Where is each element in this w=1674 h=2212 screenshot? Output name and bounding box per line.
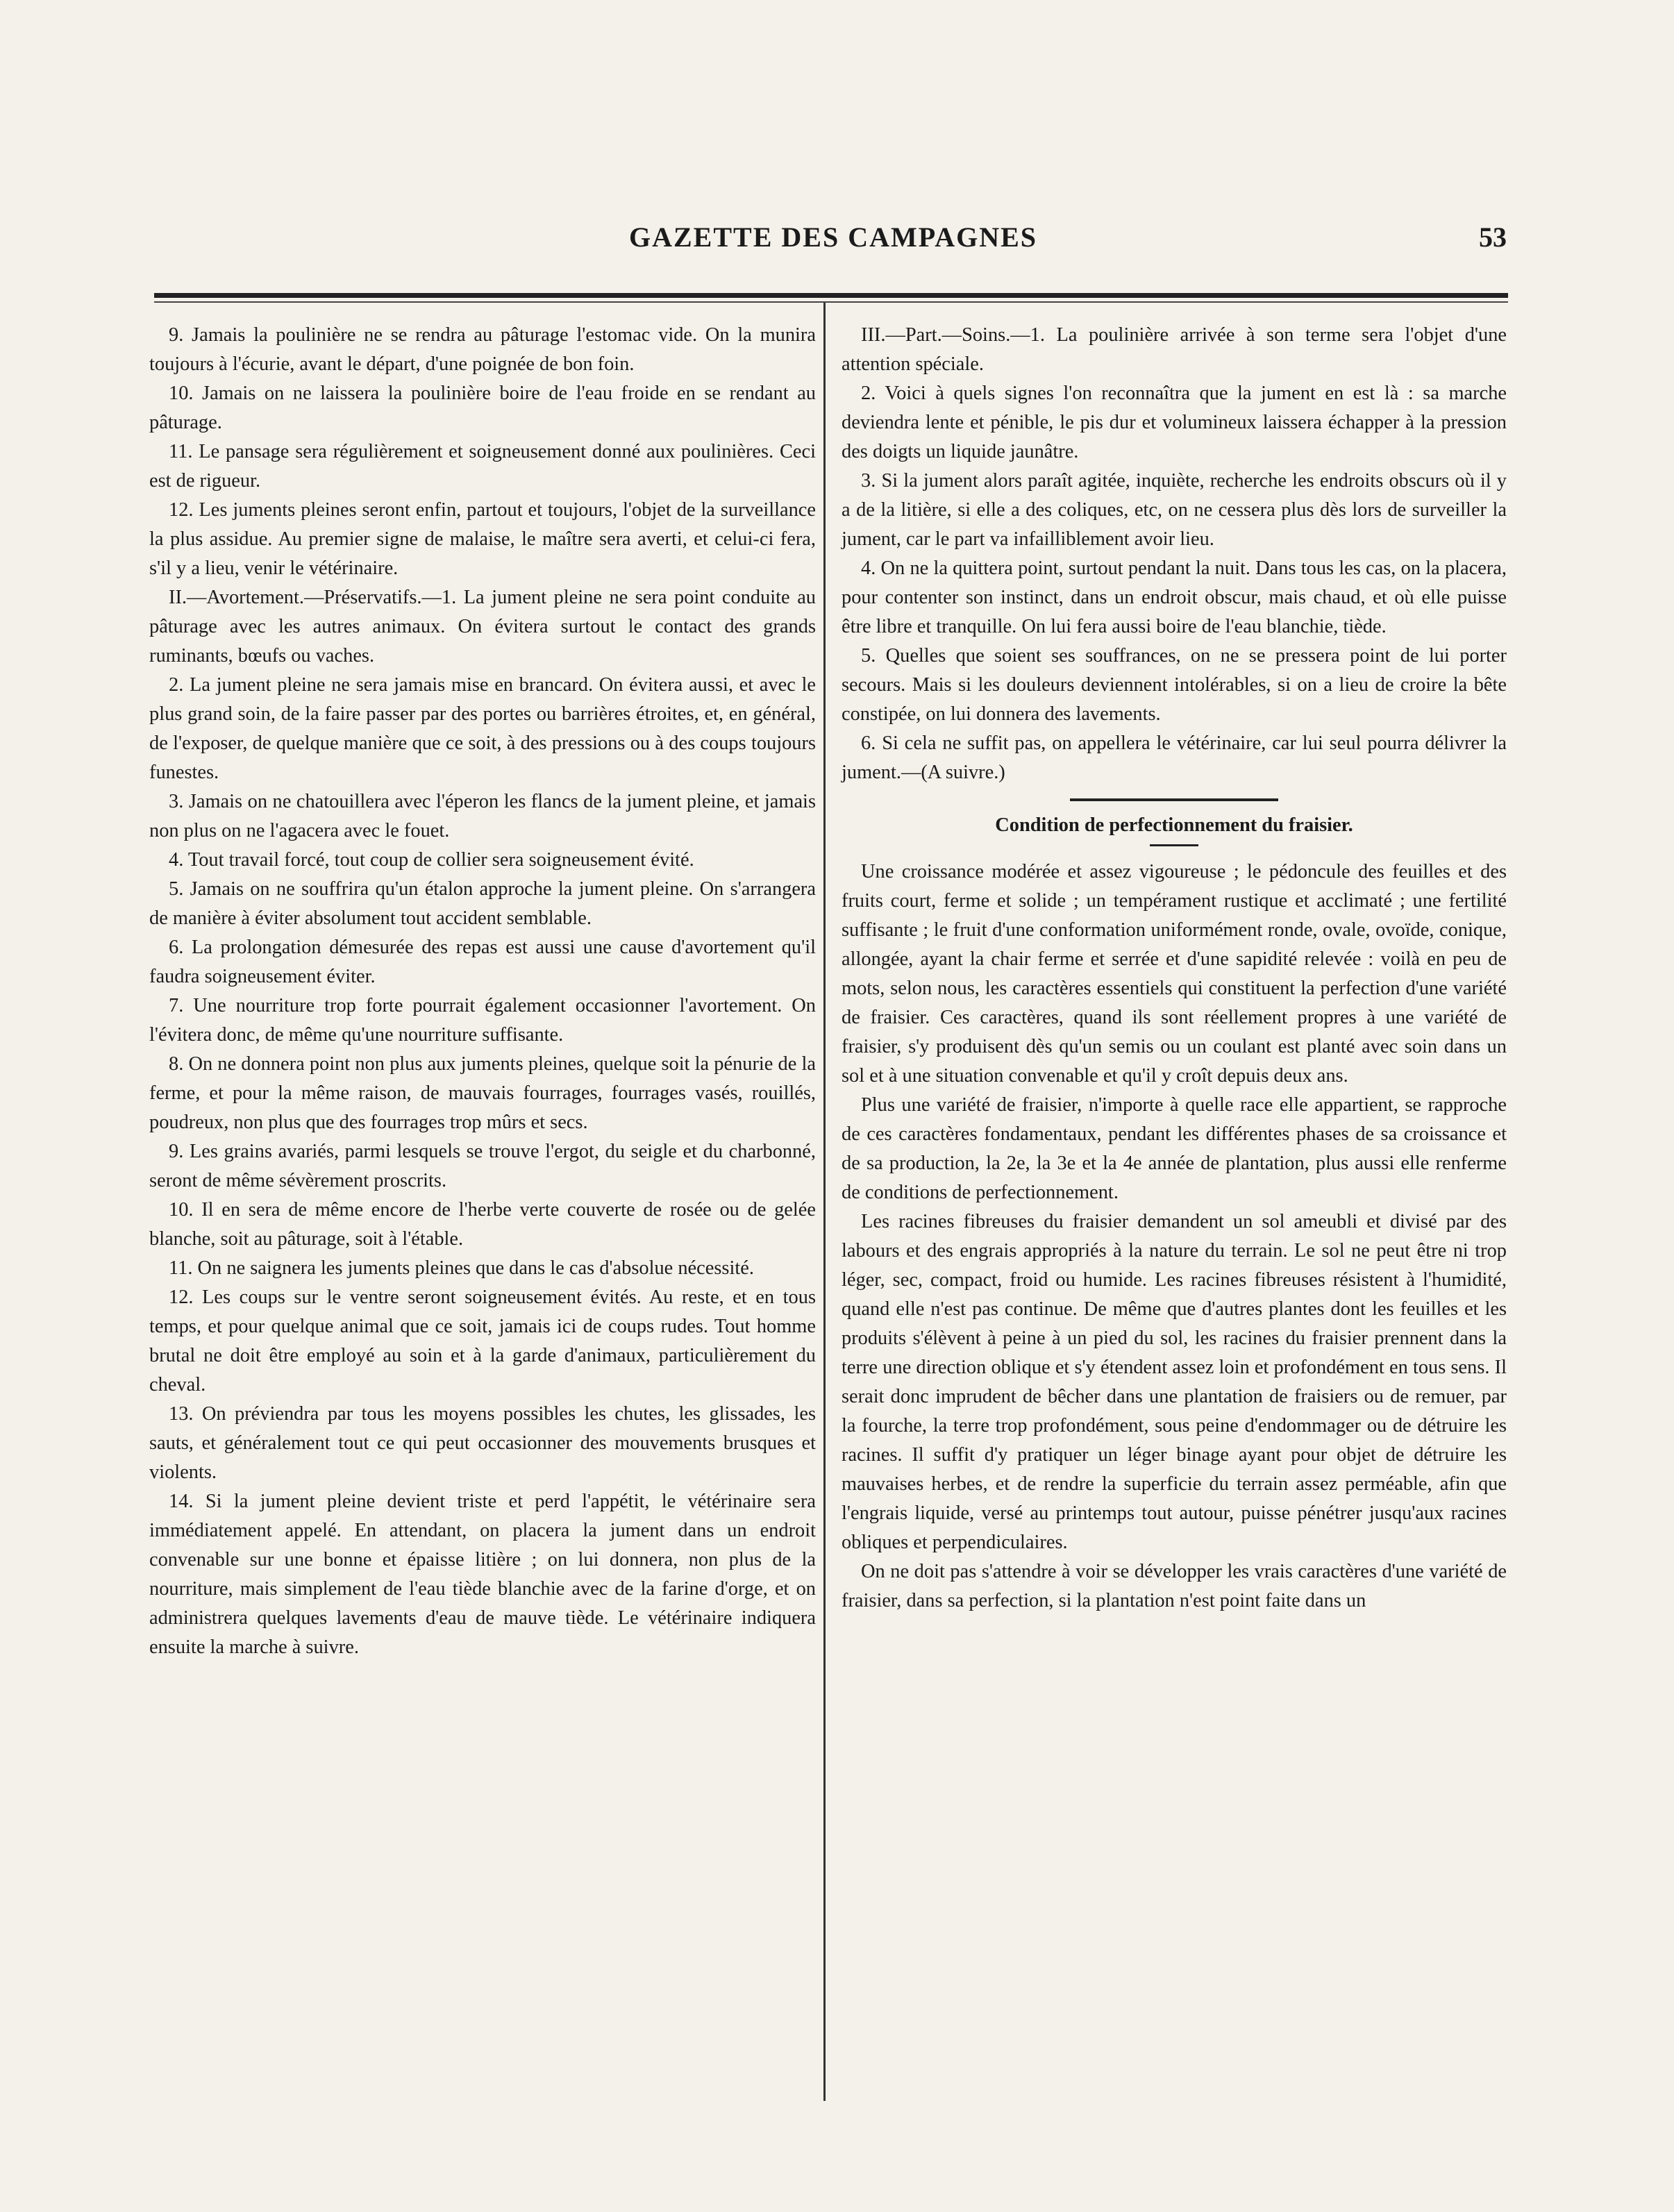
paragraph: 8. On ne donnera point non plus aux juments pleines, quelque soit la pénurie de la ferme, et pour la même raison, de mauvais fourrages, fourrages vasés, rouillés, poudreux, non plus que des fourrages trop mûrs et secs. (149, 1053, 816, 1133)
paragraph: On ne doit pas s'attendre à voir se développer les vrais caractères d'une variété de fraisier, dans sa perfection, si la plantation n'est point faite dans un (842, 1561, 1507, 1611)
paragraph: 5. Quelles que soient ses souffrances, on ne se pressera point de lui porter secours. Mais si les douleurs deviennent intolérables, si on a lieu de croire la bête constipée, on lui donnera des lavements. (842, 645, 1507, 725)
paragraph: 3. Jamais on ne chatouillera avec l'éperon les flancs de la jument pleine, et jamais non plus on ne l'agacera avec le fouet. (149, 791, 816, 841)
paragraph: 7. Une nourriture trop forte pourrait également occasionner l'avortement. On l'évitera donc, de même qu'une nourriture suffisante. (149, 995, 816, 1046)
paragraph: 4. Tout travail forcé, tout coup de collier sera soigneusement évité. (169, 849, 694, 871)
paragraph: Une croissance modérée et assez vigoureuse ; le pédoncule des feuilles et des fruits court, ferme et solide ; un tempérament rustique et acclimaté ; une fertilité suffisante ; le fruit d'une conformation uniformément ronde, ovale, ovoïde, conique, allongée, ayant la chair ferme et serrée et d'une sapidité relevée : voilà en peu de mots, selon nous, les caractères essentiels qui constituent la perfection d'une variété de fraisier. Ces caractères, quand ils sont réellement propres à une variété de fraisier, s'y produisent dès qu'un semis ou un coulant est planté avec soin dans un sol et à une situation convenable et qu'il y croît depuis deux ans. (842, 861, 1507, 1087)
paragraph: 2. Voici à quels signes l'on reconnaîtra que la jument en est là : sa marche deviendra lente et pénible, le pis dur et volumineux laissera échapper à la pression des doigts un liquide jaunâtre. (842, 383, 1507, 462)
paragraph: 3. Si la jument alors paraît agitée, inquiète, recherche les endroits obscurs où il y a de la litière, si elle a des coliques, etc, on ne cessera plus dès lors de surveiller la jument, car le part va infailliblement avoir lieu. (842, 470, 1507, 550)
publication-title: GAZETTE DES CAMPAGNES (628, 221, 1037, 253)
paragraph: 14. Si la jument pleine devient triste et perd l'appétit, le vétérinaire sera immédiatement appelé. En attendant, on placera la jument dans un endroit convenable sur une bonne et épaisse litière ; on lui donnera, non plus de la nourriture, mais simplement de l'eau tiède blanchie avec de la farine d'orge, et on administrera quelques lavements d'eau de mauve tiède. Le vétérinaire indiquera ensuite la marche à suivre. (149, 1491, 816, 1658)
paragraph: 13. On préviendra par tous les moyens possibles les chutes, les glissades, les sauts, et généralement tout ce qui peut occasionner des mouvements brusques et violents. (149, 1403, 816, 1483)
paragraph: 6. Si cela ne suffit pas, on appellera le vétérinaire, car lui seul pourra délivrer la jument.—(A suivre.) (842, 732, 1507, 783)
paragraph: 10. Jamais on ne laissera la poulinière boire de l'eau froide en se rendant au pâturage. (149, 383, 816, 433)
paragraph: Les racines fibreuses du fraisier demandent un sol ameubli et divisé par des labours et des engrais appropriés à la nature du terrain. Le sol ne peut être ni trop léger, sec, compact, froid ou humide. Les racines fibreuses résistent à l'humidité, quand elle n'est pas continue. De même que d'autres plantes dont les feuilles et les produits s'élèvent à peine à un pied du sol, les racines du fraisier prennent dans la terre une direction oblique et s'y étendent assez loin et profondément en tous sens. Il serait donc imprudent de bêcher dans une plantation de fraisiers ou de remuer, par la fourche, la terre trop profondément, sous peine d'endommager ou de détruire les racines. Il suffit d'y pratiquer un léger binage ayant pour objet de détruire les mauvaises herbes, et de rendre la superficie du terrain assez perméable, afin que l'engrais liquide, versé au printemps tout autour, puisse pénétrer jusqu'aux racines obliques et perpendiculaires. (842, 1211, 1507, 1553)
paragraph: 2. La jument pleine ne sera jamais mise en brancard. On évitera aussi, et avec le plus grand soin, de la faire passer par des portes ou barrières étroites, et, en général, de l'exposer, de quelque manière que ce soit, à des pressions ou à des coups toujours funestes. (149, 674, 816, 783)
paragraph: 12. Les juments pleines seront enfin, partout et toujours, l'objet de la surveillance la plus assidue. Au premier signe de malaise, le maître sera averti, et celui-ci fera, s'il y a lieu, venir le vétérinaire. (149, 499, 816, 579)
paragraph: 9. Les grains avariés, parmi lesquels se trouve l'ergot, du seigle et du charbonné, seront de même sévèrement proscrits. (149, 1141, 816, 1191)
paragraph: 11. Le pansage sera régulièrement et soigneusement donné aux poulinières. Ceci est de rigueur. (149, 441, 816, 492)
page-number: 53 (1479, 221, 1507, 253)
paragraph: 9. Jamais la poulinière ne se rendra au pâturage l'estomac vide. On la munira toujours à l'écurie, avant le départ, d'une poignée de bon foin. (149, 324, 816, 375)
paragraph: 10. Il en sera de même encore de l'herbe verte couverte de rosée ou de gelée blanche, soit au pâturage, soit à l'étable. (149, 1199, 816, 1250)
paragraph: 6. La prolongation démesurée des repas est aussi une cause d'avortement qu'il faudra soigneusement éviter. (149, 937, 816, 987)
header-rule-thick (154, 293, 1508, 298)
paragraph: 12. Les coups sur le ventre seront soigneusement évités. Au reste, et en tous temps, et pour quelque animal que ce soit, jamais ici de coups rudes. Tout homme brutal ne doit être employé au soin et à la garde d'animaux, particulièrement du cheval. (149, 1287, 816, 1396)
paragraph: 5. Jamais on ne souffrira qu'un étalon approche la jument pleine. On s'arrangera de manière à éviter absolument tout accident semblable. (149, 878, 816, 929)
right-column (842, 321, 1507, 1616)
left-column (149, 321, 816, 1662)
paragraph: 11. On ne saignera les juments pleines que dans le cas d'absolue nécessité. (169, 1257, 754, 1279)
paragraph: Plus une variété de fraisier, n'importe à quelle race elle appartient, se rapproche de ces caractères fondamentaux, pendant les différentes phases de sa croissance et de sa production, la 2e, la 3e et la 4e année de plantation, plus aussi elle renferme de conditions de perfectionnement. (842, 1094, 1507, 1203)
header-rule-thin (154, 301, 1508, 303)
article-title: Condition de perfectionnement du fraisier. (995, 814, 1353, 836)
article-separator-rule (1070, 798, 1278, 801)
section-heading-paragraph: III.—Part.—Soins.—1. La poulinière arrivée à son terme sera l'objet d'une attention spéciale. (842, 324, 1507, 375)
section-heading-paragraph: II.—Avortement.—Préservatifs.—1. La jument pleine ne sera point conduite au pâturage avec les autres animaux. On évitera surtout le contact des grands ruminants, bœufs ou vaches. (149, 587, 816, 667)
running-header (160, 221, 1507, 262)
column-divider (823, 303, 826, 2101)
paragraph: 4. On ne la quittera point, surtout pendant la nuit. Dans tous les cas, on la placera, pour contenter son instinct, dans un endroit obscur, mais chaud, et où elle puisse être libre et tranquille. On lui fera aussi boire de l'eau blanchie, tiède. (842, 558, 1507, 637)
title-underline-rule (1150, 844, 1198, 846)
